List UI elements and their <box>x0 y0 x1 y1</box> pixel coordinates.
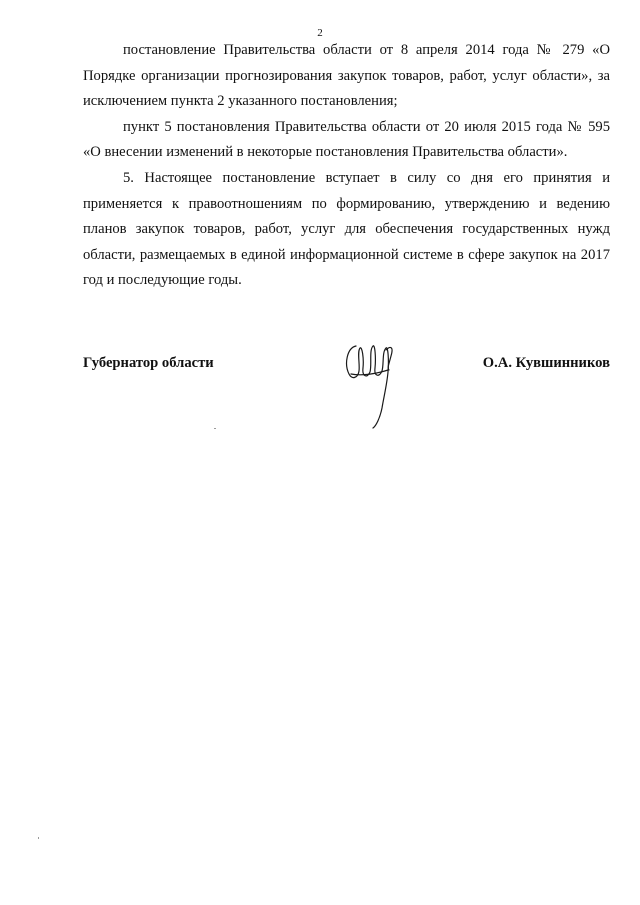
signer-title: Губернатор области <box>83 355 214 371</box>
signature-block <box>83 352 610 432</box>
paragraph-entry-into-force: 5. Настоящее постановление вступает в силу со дня его принятия и применяется к правоотношениям по формированию, утверждению и ведению планов закупок товаров, работ, услуг для обеспечения государственных нужд области, размещаемых в единой информационной системе в сфере закупок на 2017 год и последующие годы. <box>83 169 610 289</box>
page-number: 2 <box>317 27 323 39</box>
paragraph-repealed-act-595: пункт 5 постановления Правительства области от 20 июля 2015 года № 595 «О внесении изменений в некоторые постановления Правительства области». <box>83 118 610 161</box>
paragraph-repealed-act-279: постановление Правительства области от 8 апреля 2014 года № 279 «О Порядке организации прогнозирования закупок товаров, работ, услуг области», за исключением пункта 2 указанного постановления; <box>83 42 610 110</box>
scan-speck <box>214 428 216 429</box>
signer-name: О.А. Кувшинников <box>482 355 610 371</box>
document-body <box>83 38 610 294</box>
handwritten-signature <box>340 338 410 430</box>
scan-speck <box>38 837 39 839</box>
